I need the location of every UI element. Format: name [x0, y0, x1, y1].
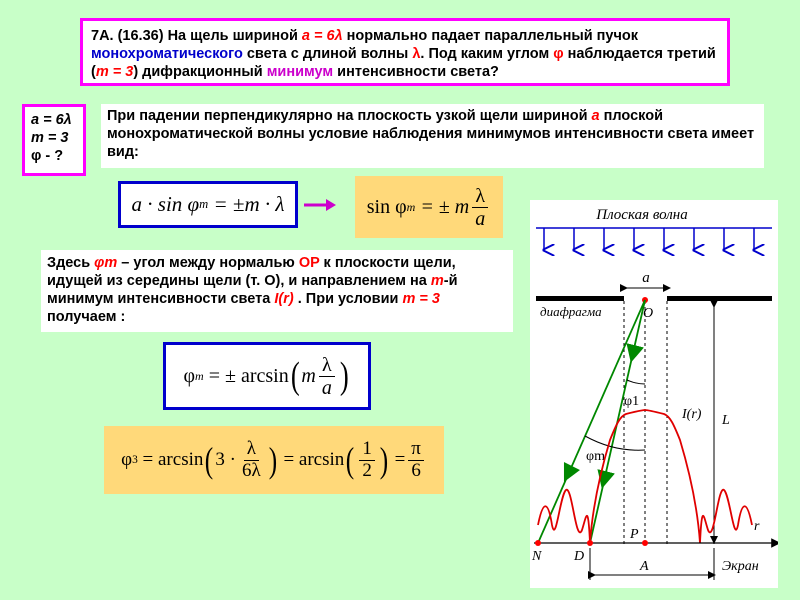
explanation-ir: I(r) — [274, 291, 294, 307]
formula1-right: = ±m · λ — [213, 192, 285, 216]
formula4-num1: λ — [244, 439, 259, 461]
angle-formula: φ m = ± arcsin ( m $\frac{\lambda}{a}$ ) — [163, 342, 371, 410]
explanation-text-1: Здесь — [47, 255, 95, 271]
phi1-label: φ1 — [624, 394, 640, 409]
formula4-num2: 1 — [359, 439, 375, 461]
result-formula: φ 3 = arcsin ( 3 · $\frac{\lambda}{6\lambda}$ ) = arcsin ( $\frac{1}{2}$ ) = $\frac{\pi}{6}$ — [104, 426, 444, 494]
phi-symbol: φ — [553, 46, 564, 62]
formula3-mid: = ± arcsin — [208, 364, 289, 387]
plane-wave-label: Плоская волна — [596, 207, 688, 223]
point-n-label: N — [532, 549, 542, 564]
order-value: m = 3 — [95, 64, 134, 80]
explanation-text-6: получаем : — [47, 309, 126, 325]
explanation-phim: φm — [94, 255, 118, 271]
formula3-den: a — [321, 376, 332, 399]
phim-label: φm — [586, 449, 605, 464]
screen-label: Экран — [722, 559, 759, 574]
point-o-label: O — [643, 306, 654, 321]
r-axis-label: r — [754, 519, 760, 534]
condition-text-1: При падении перпендикулярно на плоскость узкой щели шириной — [107, 108, 592, 124]
problem-text-2: нормально падает параллельный пучок — [342, 28, 639, 44]
intensity-label: I(r) — [682, 407, 702, 422]
condition-box — [101, 104, 764, 168]
formula4-three: 3 · — [215, 449, 236, 470]
condition-a: a — [591, 108, 600, 124]
diaphragm-label: диафрагма — [540, 304, 602, 319]
problem-text-3: света с длиной волны — [242, 46, 413, 62]
explanation-box — [41, 250, 513, 332]
arrow-icon — [302, 197, 338, 213]
explanation-m: m — [430, 273, 444, 289]
given-line-1: a = 6λ — [31, 112, 72, 128]
problem-text-5: наблюдается третий ( — [91, 46, 716, 80]
problem-box — [80, 18, 730, 86]
distance-a-label: A — [640, 559, 649, 574]
diaphragm-left — [536, 296, 624, 301]
sine-formula — [355, 176, 503, 238]
formula2-mid: = ± m — [420, 195, 470, 218]
point-d-label: D — [574, 549, 585, 564]
given-box — [22, 104, 86, 176]
formula4-den3: 6 — [411, 459, 421, 481]
problem-text-4: . Под каким углом — [420, 46, 554, 62]
problem-text-1: На щель шириной — [163, 28, 302, 44]
lambda-symbol: λ — [412, 46, 421, 62]
point-n — [535, 540, 541, 546]
explanation-text-2: – угол между нормалью — [117, 255, 299, 271]
formula4-den1: 6λ — [241, 459, 261, 481]
problem-text-7: интенсивности света? — [333, 64, 499, 80]
point-d — [587, 540, 593, 546]
diaphragm-right — [667, 296, 772, 301]
explanation-text-3: к плоскости щели, идущей из середины щели (т. О), и направлением на — [47, 255, 456, 289]
formula1-sub: m — [199, 197, 209, 211]
formula4-phi: φ — [121, 449, 133, 470]
formula3-num: λ — [319, 354, 335, 377]
condition-text-2: плоской монохроматической волны условие наблюдения минимумов интенсивности света имеет вид: — [107, 108, 755, 160]
formula2-den: a — [475, 207, 486, 230]
formula3-sub: m — [195, 368, 204, 383]
formula2-sub: m — [406, 199, 416, 214]
formula4-den2: 2 — [362, 459, 372, 481]
minimum-condition-formula — [118, 181, 298, 228]
formula1-left: a · sin φ — [131, 192, 200, 216]
formula2-num: λ — [472, 185, 488, 208]
formula3-left: φ — [183, 364, 196, 387]
explanation-text-5: . При условии — [293, 291, 403, 307]
formula4-num3: π — [408, 439, 424, 461]
formula3-m: m — [301, 364, 316, 387]
explanation-op: OP — [298, 255, 320, 271]
mono-word: монохроматического — [91, 46, 243, 62]
given-line-3: φ - ? — [31, 148, 64, 164]
explanation-text-4: -й минимум интенсивности света — [47, 273, 458, 307]
minimum-word: минимум — [266, 64, 334, 80]
problem-text-6: ) дифракционный — [133, 64, 267, 80]
slit-width-value: a = 6λ — [301, 28, 343, 44]
formula4-eq2: = arcsin — [283, 449, 345, 470]
formula4-sub: 3 — [132, 454, 138, 466]
formula2-left: sin φ — [366, 195, 407, 218]
diffraction-diagram — [530, 200, 778, 588]
distance-label: L — [722, 413, 730, 428]
slit-width-label: a — [642, 270, 650, 286]
formula4-eq1: = arcsin — [142, 449, 204, 470]
point-p-label: P — [630, 527, 639, 542]
problem-number: 7А. (16.36) — [91, 28, 164, 44]
point-p — [642, 540, 648, 546]
explanation-m3: m = 3 — [402, 291, 440, 307]
formula4-eq3: = — [394, 449, 406, 470]
given-line-2: m = 3 — [31, 130, 69, 146]
